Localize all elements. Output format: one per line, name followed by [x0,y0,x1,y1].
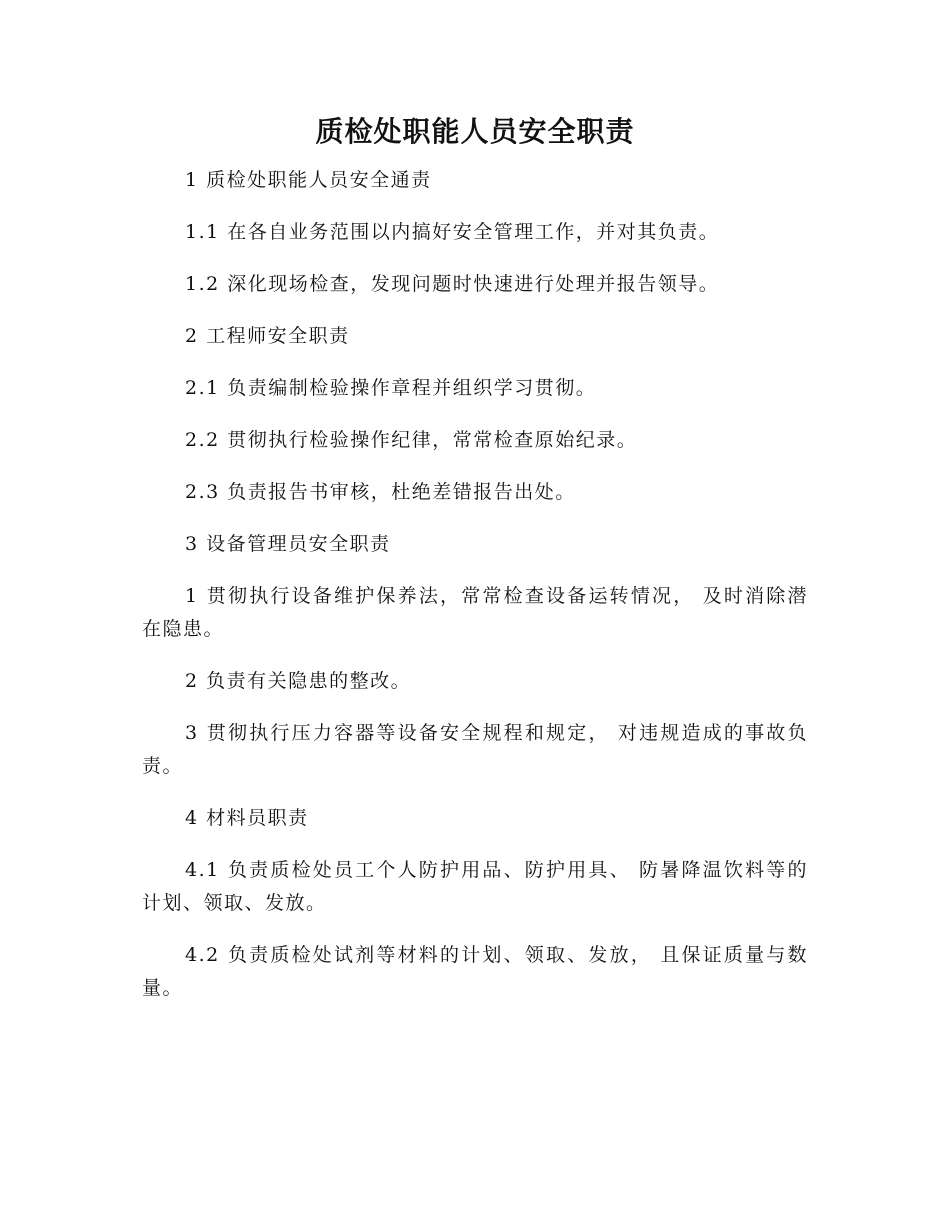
paragraph: 3 设备管理员安全职责 [185,533,391,555]
paragraph: 2.1 负责编制检验操作章程并组织学习贯彻。 [185,377,597,399]
paragraph: 1 贯彻执行设备维护保养法，常常检查设备运转情况， 及时消除潜在隐患。 [142,585,808,640]
paragraph: 2 负责有关隐患的整改。 [185,670,412,692]
paragraph: 2 工程师安全职责 [185,325,350,347]
paragraph: 2.2 贯彻执行检验操作纪律，常常检查原始纪录。 [185,429,638,451]
document-title: 质检处职能人员安全职责 [315,115,635,148]
paragraph: 2.3 负责报告书审核，杜绝差错报告出处。 [185,481,576,503]
paragraph: 1 质检处职能人员安全通责 [185,169,432,191]
paragraph: 1.2 深化现场检查，发现问题时快速进行处理并报告领导。 [185,273,720,295]
paragraph: 4.1 负责质检处员工个人防护用品、防护用具、 防暑降温饮料等的计划、领取、发放。 [142,859,808,914]
paragraph: 3 贯彻执行压力容器等设备安全规程和规定， 对违规造成的事故负责。 [142,722,808,777]
paragraph: 4 材料员职责 [185,807,309,829]
document-body [142,164,808,1005]
paragraph: 4.2 负责质检处试剂等材料的计划、领取、发放， 且保证质量与数量。 [142,944,808,999]
paragraph: 1.1 在各自业务范围以内搞好安全管理工作，并对其负责。 [185,221,720,243]
